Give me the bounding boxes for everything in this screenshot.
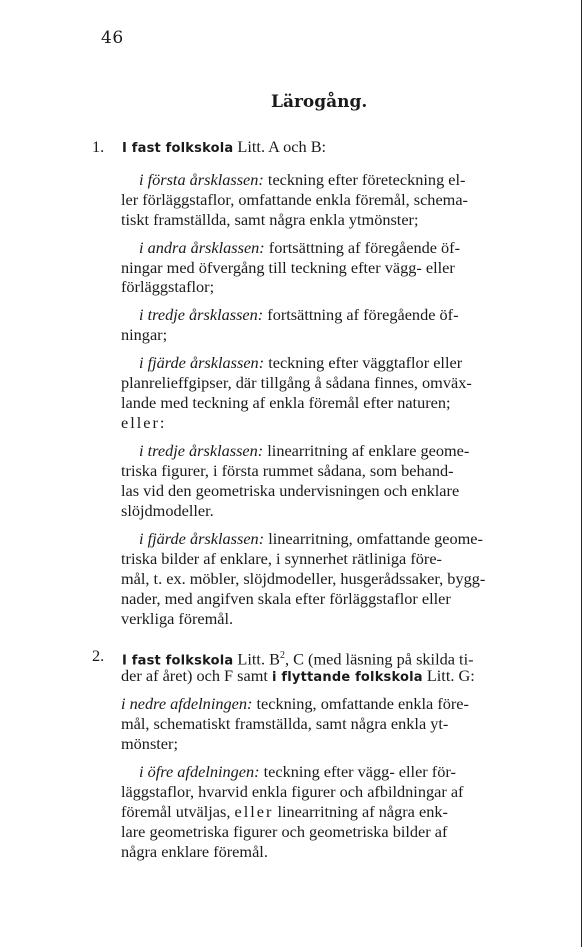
s1-p2-line1 [139, 238, 460, 258]
s1-p4-label: i fjärde årsklassen: [139, 353, 265, 372]
s1-p6-line1 [139, 529, 483, 549]
section-1-number: 1. [92, 137, 105, 156]
s1-p5-label: i tredje årsklassen: [139, 441, 264, 460]
s1-p4-text1: teckning efter väggtaflor eller [264, 353, 463, 372]
s2-p2-line5: några enklare föremål. [121, 842, 268, 861]
s1-p5-text1: linearritning af enklare geome- [263, 441, 470, 460]
s1-p1-line1 [139, 170, 465, 190]
s1-p4-line3: lande med teckning af enkla föremål efter naturen; [121, 393, 451, 412]
s1-p2-text1: fortsättning af föregående öf- [264, 238, 461, 257]
s2-p1-label: i nedre afdelningen: [121, 694, 253, 713]
s1-p4-line2: planrelieffgipser, där tillgång å sådana finnes, omväx- [121, 373, 472, 392]
s2-p2-label: i öfre afdelningen: [139, 762, 260, 781]
s2-p2-text1: teckning efter vägg- eller för- [259, 762, 456, 781]
s2-p2-line1 [139, 762, 456, 782]
s1-p5-line1 [139, 441, 469, 461]
s2-p2-line3 [121, 802, 448, 822]
s2-p1-line2: mål, schematiskt framställda, samt några enkla yt- [121, 714, 449, 733]
section-2-intro-bold: I fast folkskola [122, 653, 234, 669]
section-2-intro-sup: 2 [279, 650, 285, 661]
s1-p4-line1 [139, 353, 462, 373]
section-1-intro [122, 137, 326, 159]
section-1-intro-rest: Litt. A och B: [233, 137, 327, 156]
section-2-intro2-b: Litt. G: [422, 666, 475, 685]
s2-p1-line1 [121, 694, 469, 714]
s1-p1-line2: ler förläggstaflor, omfattande enkla föremål, schema- [121, 190, 468, 209]
s2-p2-line2: läggstaflor, hvarvid enkla figurer och afbildningar af [121, 782, 464, 801]
s1-p6-line4: nader, med angifven skala efter förläggstaflor eller [121, 589, 451, 608]
s1-p5-line4: slöjdmodeller. [121, 501, 214, 520]
s1-p3-label: i tredje årsklassen: [139, 305, 264, 324]
page-edge [581, 0, 582, 947]
section-2-intro-text-a: Litt. B [233, 649, 280, 669]
s1-p1-label: i första årsklassen: [139, 170, 264, 189]
section-2-intro-line2 [121, 666, 475, 688]
s1-p2-line3: förläggstaflor; [121, 277, 215, 296]
s1-p5-line2: triska figurer, i första rummet sådana, som behand- [121, 461, 454, 480]
s1-p3-line1 [139, 305, 459, 325]
s1-p6-line3: mål, t. ex. möbler, slöjdmodeller, husgerådssaker, bygg- [121, 569, 486, 588]
section-2-intro2-bold: i flyttande folkskola [272, 670, 423, 685]
s1-p6-line2: triska bilder af enklare, i synnerhet rätliniga före- [121, 549, 442, 568]
s2-p2-or: eller [234, 802, 274, 821]
page-title: Lärogång. [271, 92, 368, 112]
s1-p6-label: i fjärde årsklassen: [139, 529, 265, 548]
s1-p3-line2: ningar; [121, 325, 168, 344]
s1-p2-line2: ningar med öfvergång till teckning efter vägg- eller [121, 258, 455, 277]
section-2-number: 2. [92, 646, 105, 665]
s2-p2-text3a: föremål utväljas, [121, 802, 235, 821]
page-number: 46 [101, 28, 124, 48]
s2-p1-line3: mönster; [121, 734, 178, 753]
s2-p2-line4: lare geometriska figurer och geometriska bilder af [121, 822, 448, 841]
section-2-intro2-a: der af året) och F samt [121, 666, 272, 685]
s2-p2-text3c: linearritning af några enk- [273, 802, 448, 821]
section-2-intro-text-b: , C (med läsning på skilda ti- [284, 649, 474, 669]
s1-p6-text1: linearritning, omfattande geome- [264, 529, 483, 548]
s1-p1-text1: teckning efter företeckning el- [263, 170, 466, 189]
section-1-intro-bold: I fast folkskola [122, 141, 234, 156]
s1-p1-line3: tiskt framställda, samt några enkla ytmönster; [121, 210, 419, 229]
s1-p6-line5: verkliga föremål. [121, 609, 234, 628]
s1-or: eller: [121, 413, 167, 432]
s1-p3-text1: fortsättning af föregående öf- [263, 305, 459, 324]
s1-p5-line3: las vid den geometriska undervisningen och enklare [121, 481, 460, 500]
s2-p1-text1: teckning, omfattande enkla före- [252, 694, 469, 713]
s1-p2-label: i andra årsklassen: [139, 238, 265, 257]
